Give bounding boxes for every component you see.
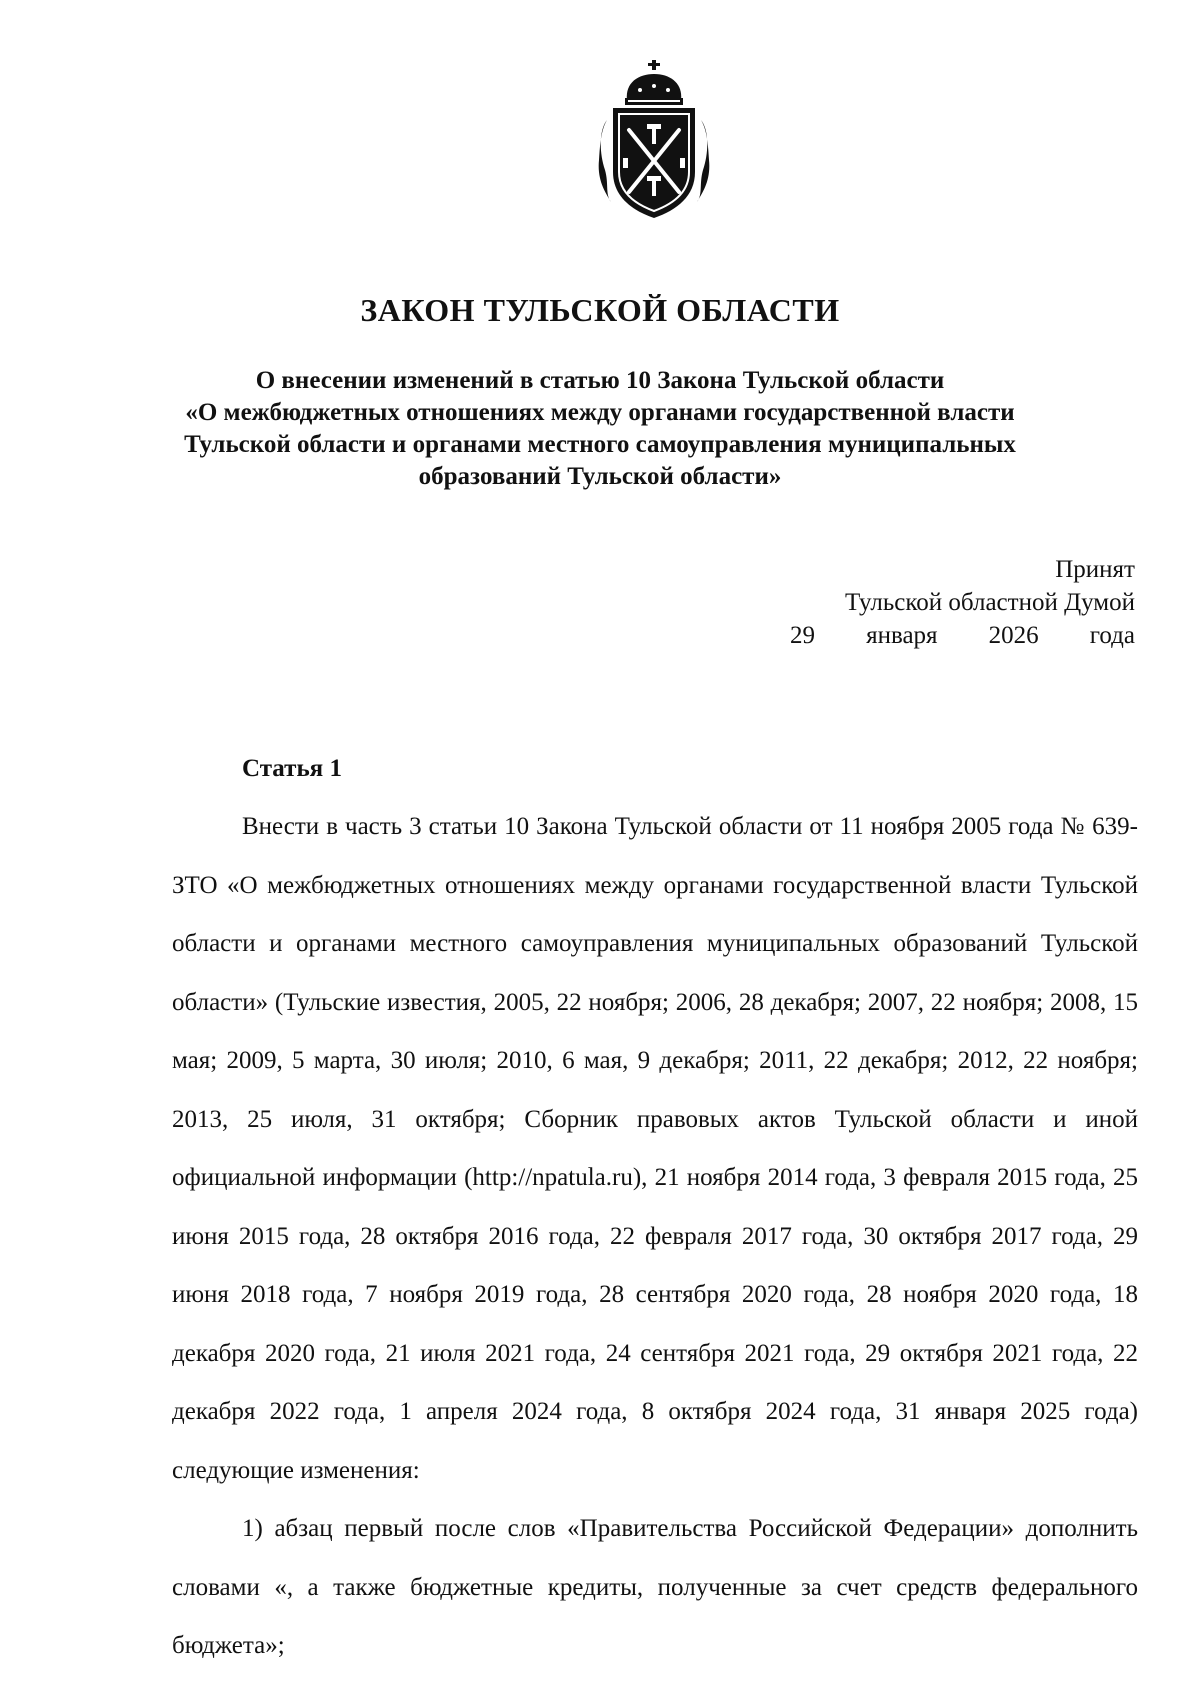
subtitle-line: О внесении изменений в статью 10 Закона Тульской области xyxy=(255,367,945,394)
subtitle-line: «О межбюджетных отношениях между органами государственной власти xyxy=(185,399,1015,426)
adoption-block xyxy=(790,553,1135,652)
article-body xyxy=(172,798,1138,1676)
adopted-day: 29 xyxy=(790,622,815,649)
subtitle-line: образований Тульской области» xyxy=(418,463,782,490)
adopted-year: 2026 xyxy=(988,622,1039,649)
tula-coat-of-arms-icon xyxy=(595,60,713,220)
adopted-date xyxy=(790,619,1135,652)
article-heading: Статья 1 xyxy=(242,755,342,782)
law-subtitle xyxy=(120,365,1080,493)
article-paragraph: Внести в часть 3 статьи 10 Закона Тульской области от 11 ноября 2005 года № 639-ЗТО «О межбюджетных отношениях между органами государственной власти Тульской области и органами местного самоуправления муниципальных образований Тульской области» (Тульские известия, 2005, 22 ноября; 2006, 28 декабря; 2007, 22 ноября; 2008, 15 мая; 2009, 5 марта, 30 июля; 2010, 6 мая, 9 декабря; 2011, 22 декабря; 2012, 22 ноября; 2013, 25 июля, 31 октября; Сборник правовых актов Тульской области и иной официальной информации (http://npatula.ru), 21 ноября 2014 года, 3 февраля 2015 года, 25 июня 2015 года, 28 октября 2016 года, 22 февраля 2017 года, 30 октября 2017 года, 29 июня 2018 года, 7 ноября 2019 года, 28 сентября 2020 года, 28 ноября 2020 года, 18 декабря 2020 года, 21 июля 2021 года, 24 сентября 2021 года, 29 октября 2021 года, 22 декабря 2022 года, 1 апреля 2024 года, 8 октября 2024 года, 31 января 2025 года) следующие изменения: xyxy=(172,813,1138,1484)
subtitle-line: Тульской области и органами местного самоуправления муниципальных xyxy=(184,431,1016,458)
article-paragraph: 1) абзац первый после слов «Правительства Российской Федерации» дополнить словами «, а также бюджетные кредиты, полученные за счет средств федерального бюджета»; xyxy=(172,1515,1138,1659)
adopted-year-suffix: года xyxy=(1089,622,1135,649)
adopted-by: Тульской областной Думой xyxy=(844,589,1135,616)
adopted-label: Принят xyxy=(1055,556,1135,583)
law-title: ЗАКОН ТУЛЬСКОЙ ОБЛАСТИ xyxy=(360,292,840,328)
adopted-month: января xyxy=(866,622,938,649)
